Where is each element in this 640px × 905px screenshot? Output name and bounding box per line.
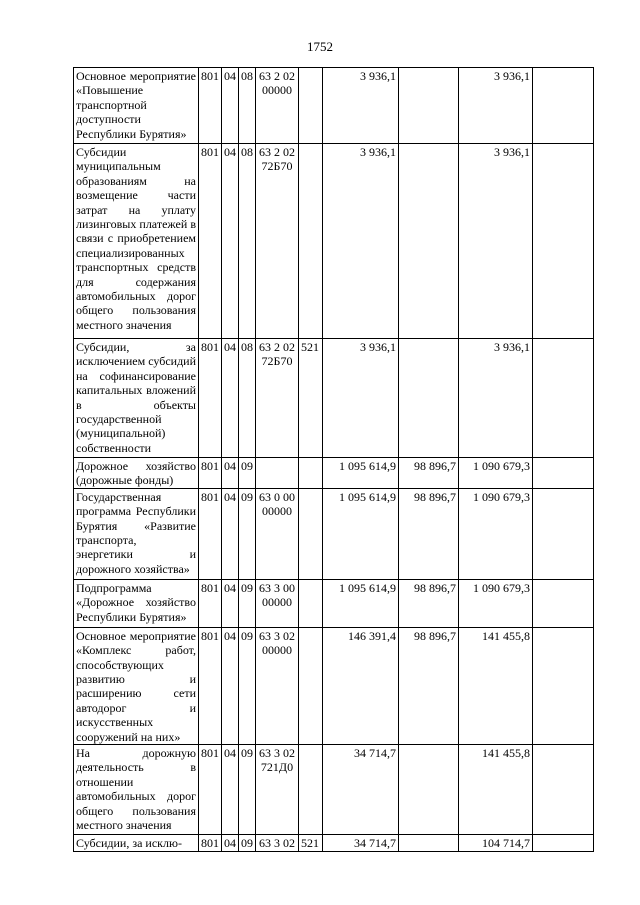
ministry-code: 801 [199, 835, 222, 852]
amount-federal [399, 144, 459, 339]
amount-total: 3 936,1 [323, 144, 399, 339]
table-row [74, 835, 594, 852]
row-name: Субсидии муниципальным образованиям на возмещение части затрат на уплату лизинговых платежей в связи с приобретением специализированных транспортных средств для содержания автомобильных дорог общего пользования местного значения [74, 144, 199, 339]
amount-regional: 3 936,1 [459, 144, 533, 339]
subsection-code: 09 [239, 627, 256, 744]
ministry-code: 801 [199, 68, 222, 144]
amount-federal [399, 339, 459, 458]
expense-type-code: 521 [299, 835, 323, 852]
amount-extra [533, 835, 594, 852]
ministry-code: 801 [199, 745, 222, 835]
amount-regional: 141 455,8 [459, 627, 533, 744]
subsection-code: 09 [239, 458, 256, 489]
page-number: 1752 [307, 39, 333, 54]
table-row [74, 458, 594, 489]
target-article-code: 63 3 00 00000 [256, 579, 299, 627]
section-code: 04 [222, 579, 239, 627]
amount-total: 34 714,7 [323, 835, 399, 852]
amount-total: 1 095 614,9 [323, 458, 399, 489]
subsection-code: 08 [239, 144, 256, 339]
amount-total: 3 936,1 [323, 339, 399, 458]
amount-extra [533, 488, 594, 579]
target-article-code: 63 0 00 00000 [256, 488, 299, 579]
target-article-code: 63 3 02 [256, 835, 299, 852]
amount-federal: 98 896,7 [399, 579, 459, 627]
subsection-code: 09 [239, 579, 256, 627]
amount-total: 3 936,1 [323, 68, 399, 144]
target-article-code: 63 2 02 72Б70 [256, 144, 299, 339]
expense-type-code [299, 745, 323, 835]
section-code: 04 [222, 488, 239, 579]
amount-extra [533, 579, 594, 627]
budget-table [73, 67, 594, 852]
amount-federal [399, 68, 459, 144]
target-article-code: 63 2 02 72Б70 [256, 339, 299, 458]
table-row [74, 488, 594, 579]
amount-regional: 1 090 679,3 [459, 488, 533, 579]
table-row [74, 68, 594, 144]
row-name: Государственная программа Республики Бурятия «Развитие транспорта, энергетики и дорожного хозяйства» [74, 488, 199, 579]
amount-regional: 1 090 679,3 [459, 579, 533, 627]
expense-type-code [299, 68, 323, 144]
target-article-code: 63 3 02 00000 [256, 627, 299, 744]
amount-extra [533, 144, 594, 339]
ministry-code: 801 [199, 627, 222, 744]
expense-type-code: 521 [299, 339, 323, 458]
section-code: 04 [222, 627, 239, 744]
amount-regional: 1 090 679,3 [459, 458, 533, 489]
table-row [74, 745, 594, 835]
table-row [74, 627, 594, 744]
subsection-code: 09 [239, 835, 256, 852]
amount-extra [533, 627, 594, 744]
row-name: Подпрограмма «Дорожное хозяйство Республики Бурятия» [74, 579, 199, 627]
target-article-code [256, 458, 299, 489]
row-name: На дорожную деятельность в отношении автомобильных дорог общего пользования местного значения [74, 745, 199, 835]
table-row [74, 144, 594, 339]
amount-total: 1 095 614,9 [323, 488, 399, 579]
subsection-code: 09 [239, 488, 256, 579]
amount-regional: 104 714,7 [459, 835, 533, 852]
row-name: Субсидии, за исключением субсидий на софинансирование капитальных вложений в объекты государственной (муниципальной) собственности [74, 339, 199, 458]
row-name: Основное мероприятие «Комплекс работ, способствующих развитию и расширению сети автодорог и искусственных сооружений на них» [74, 627, 199, 744]
expense-type-code [299, 627, 323, 744]
section-code: 04 [222, 835, 239, 852]
expense-type-code [299, 488, 323, 579]
amount-federal: 98 896,7 [399, 627, 459, 744]
section-code: 04 [222, 745, 239, 835]
amount-regional: 3 936,1 [459, 68, 533, 144]
amount-federal: 98 896,7 [399, 458, 459, 489]
amount-total: 34 714,7 [323, 745, 399, 835]
amount-extra [533, 68, 594, 144]
row-name: Основное мероприятие «Повышение транспортной доступности Республики Бурятия» [74, 68, 199, 144]
subsection-code: 08 [239, 68, 256, 144]
amount-extra [533, 458, 594, 489]
expense-type-code [299, 144, 323, 339]
section-code: 04 [222, 458, 239, 489]
target-article-code: 63 2 02 00000 [256, 68, 299, 144]
ministry-code: 801 [199, 339, 222, 458]
amount-federal: 98 896,7 [399, 488, 459, 579]
table-row [74, 339, 594, 458]
subsection-code: 08 [239, 339, 256, 458]
amount-regional: 3 936,1 [459, 339, 533, 458]
amount-extra [533, 339, 594, 458]
ministry-code: 801 [199, 488, 222, 579]
table-row [74, 579, 594, 627]
subsection-code: 09 [239, 745, 256, 835]
section-code: 04 [222, 68, 239, 144]
amount-federal [399, 835, 459, 852]
expense-type-code [299, 579, 323, 627]
amount-regional: 141 455,8 [459, 745, 533, 835]
amount-federal [399, 745, 459, 835]
row-name: Дорожное хозяйство (дорожные фонды) [74, 458, 199, 489]
section-code: 04 [222, 144, 239, 339]
expense-type-code [299, 458, 323, 489]
amount-extra [533, 745, 594, 835]
section-code: 04 [222, 339, 239, 458]
ministry-code: 801 [199, 458, 222, 489]
row-name: Субсидии, за исклю- [74, 835, 199, 852]
amount-total: 1 095 614,9 [323, 579, 399, 627]
amount-total: 146 391,4 [323, 627, 399, 744]
target-article-code: 63 3 02 721Д0 [256, 745, 299, 835]
ministry-code: 801 [199, 144, 222, 339]
ministry-code: 801 [199, 579, 222, 627]
